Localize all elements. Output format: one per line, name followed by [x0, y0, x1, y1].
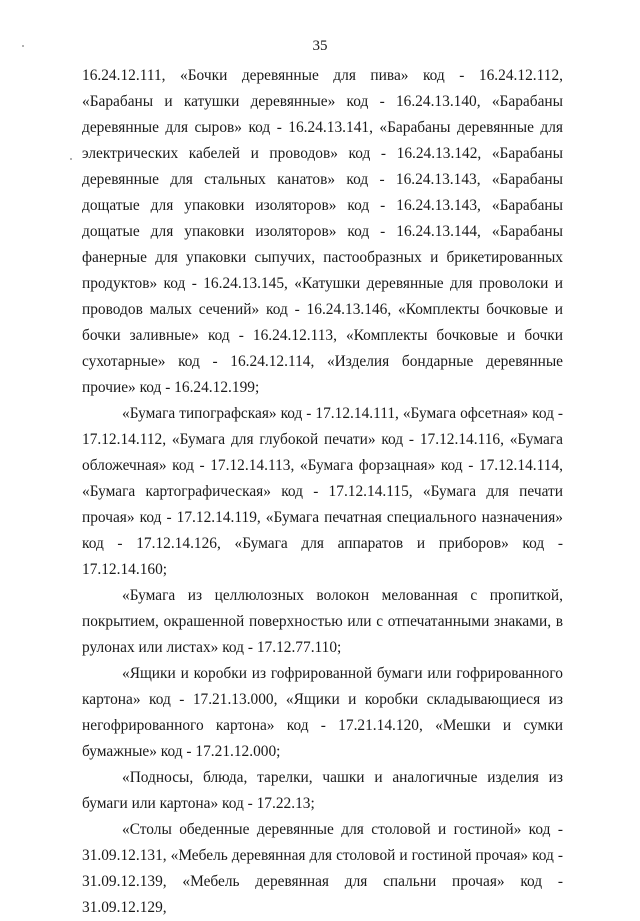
page-number: 35 [312, 38, 328, 54]
document-body [82, 63, 563, 921]
scan-speck [22, 45, 24, 47]
paragraph-coated-paper: «Бумага из целлюлозных волокон мелованная с пропиткой, покрытием, окрашенной поверхностью или с отпечатанными знаками, в рулонах или листах» код - 17.12.77.110; [82, 587, 563, 656]
paragraph-wooden-barrels: 16.24.12.111, «Бочки деревянные для пива» код - 16.24.12.112, «Барабаны и катушки деревянные» код - 16.24.13.140, «Барабаны деревянные для сыров» код - 16.24.13.141, «Барабаны деревянные для электрических кабелей и проводов» код - 16.24.13.142, «Барабаны деревянные для стальных канатов» код - 16.24.13.143, «Барабаны дощатые для упаковки изоляторов» код - 16.24.13.143, «Барабаны дощатые для упаковки изоляторов» код - 16.24.13.144, «Барабаны фанерные для упаковки сыпучих, пастообразных и брикетированных продуктов» код - 16.24.13.145, «Катушки деревянные для проволоки и проводов малых сечений» код - 16.24.13.146, «Комплекты бочковые и бочки заливные» код - 16.24.12.113, «Комплекты бочковые и бочки сухотарные» код - 16.24.12.114, «Изделия бондарные деревянные прочие» код - 16.24.12.199; [82, 67, 563, 396]
scan-speck [70, 158, 72, 160]
paragraph-boxes-and-bags: «Ящики и коробки из гофрированной бумаги или гофрированного картона» код - 17.21.13.000, «Ящики и коробки складывающиеся из негофрированного картона» код - 17.21.14.120, «Мешки и сумки бумажные» код - 17.21.12.000; [82, 665, 563, 760]
paragraph-wooden-furniture: «Столы обеденные деревянные для столовой и гостиной» код - 31.09.12.131, «Мебель деревянная для столовой и гостиной прочая» код - 31.09.12.139, «Мебель деревянная для спальни прочая» код - 31.09.12.129, [82, 821, 563, 916]
paragraph-printing-paper: «Бумага типографская» код - 17.12.14.111, «Бумага офсетная» код - 17.12.14.112, «Бумага для глубокой печати» код - 17.12.14.116, «Бумага обложечная» код - 17.12.14.113, «Бумага форзацная» код - 17.12.14.114, «Бумага картографическая» код - 17.12.14.115, «Бумага для печати прочая» код - 17.12.14.119, «Бумага печатная специального назначения» код - 17.12.14.126, «Бумага для аппаратов и приборов» код - 17.12.14.160; [82, 405, 563, 578]
paragraph-paper-tableware: «Подносы, блюда, тарелки, чашки и аналогичные изделия из бумаги или картона» код - 17.22.13; [82, 769, 563, 812]
